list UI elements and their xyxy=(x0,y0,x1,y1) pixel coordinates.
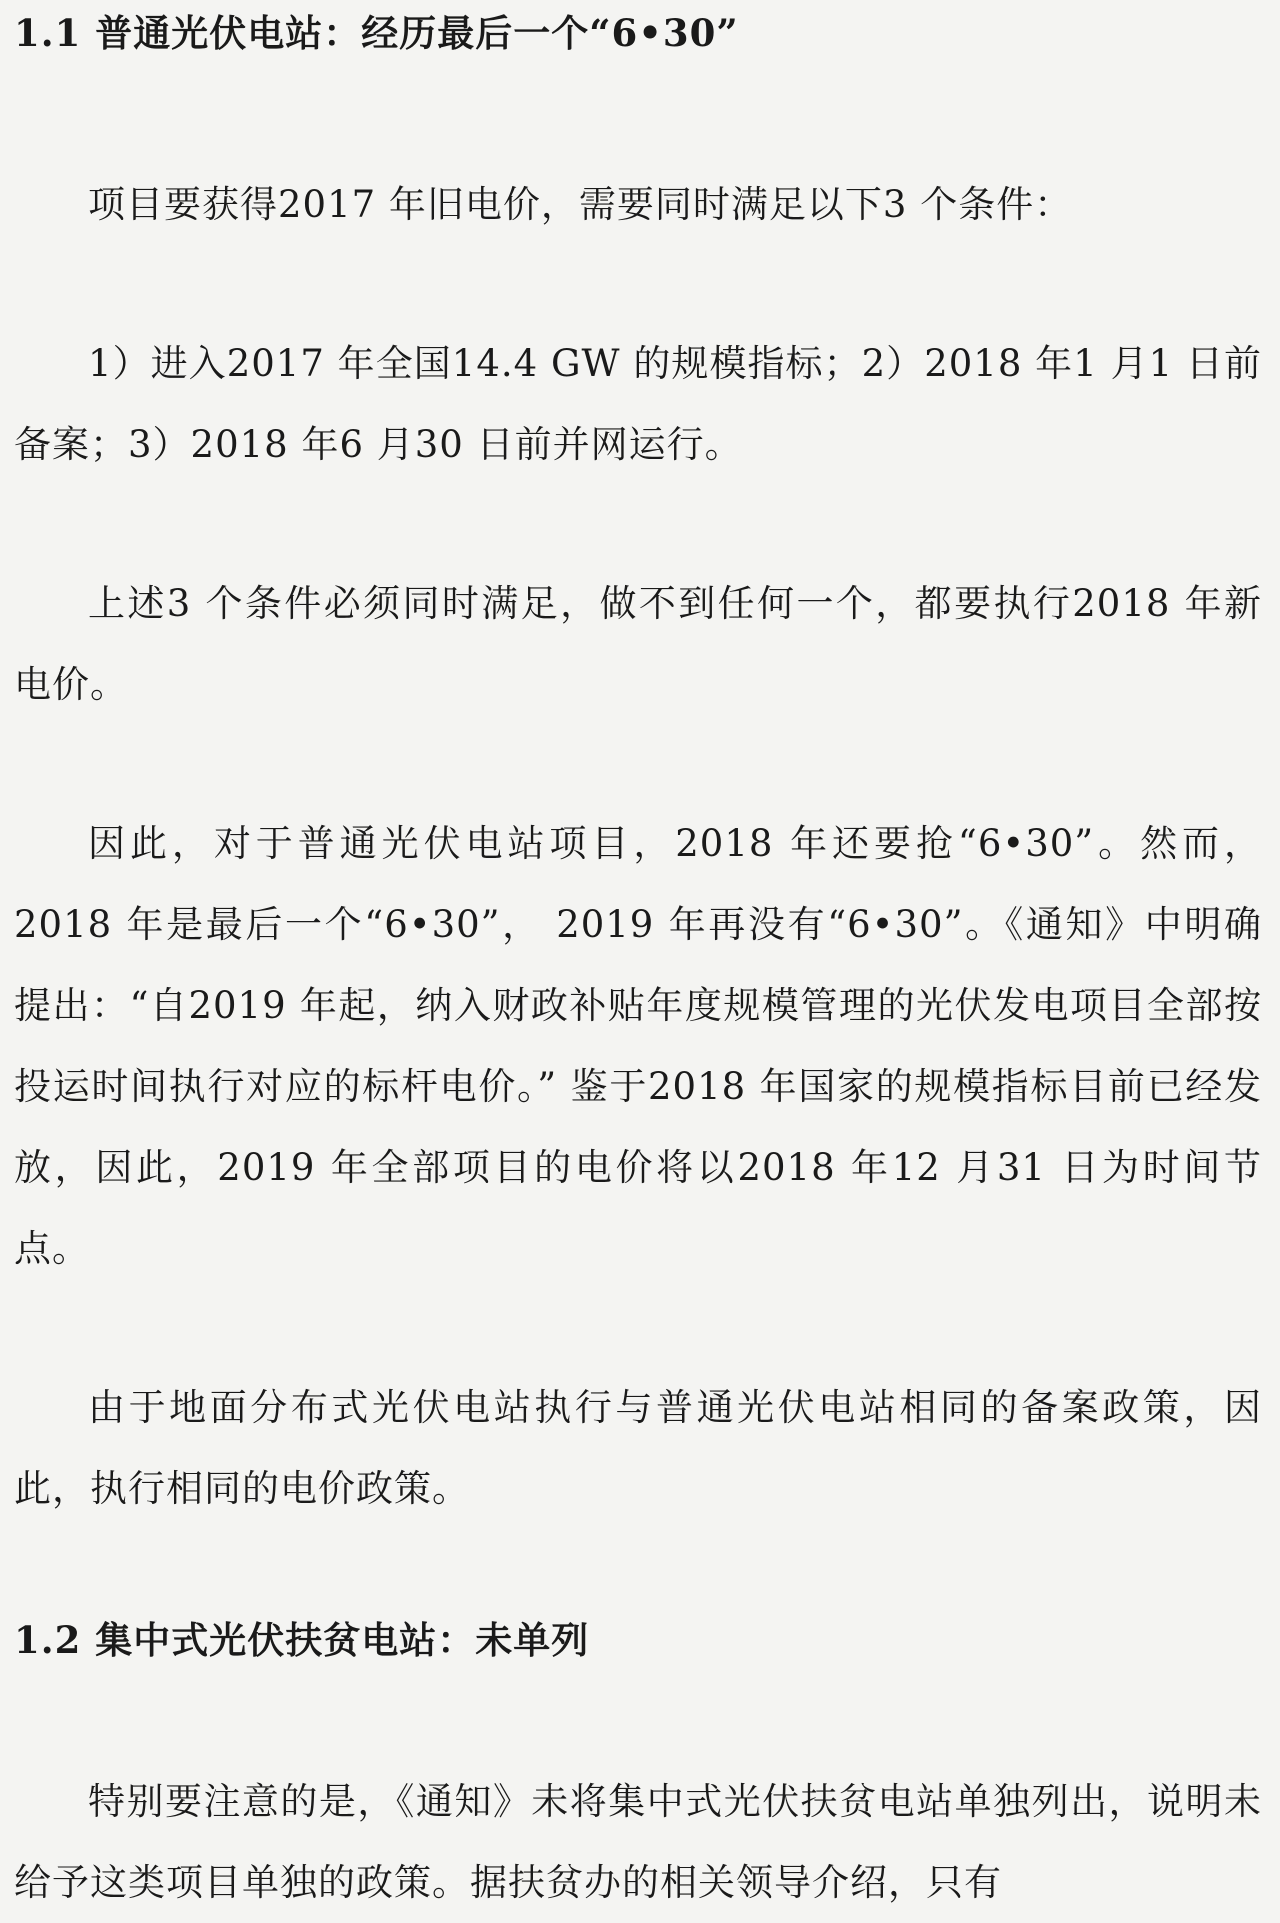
paragraph-conditions-note: 上述3 个条件必须同时满足，做不到任何一个，都要执行2018 年新电价。 xyxy=(14,582,1262,706)
paragraph-ground-distributed: 由于地面分布式光伏电站执行与普通光伏电站相同的备案政策，因此，执行相同的电价政策。 xyxy=(14,1386,1262,1510)
section-heading-1-1: 1.1 普通光伏电站：经历最后一个“6•30” xyxy=(14,11,739,55)
paragraph-630-policy: 因此，对于普通光伏电站项目，2018 年还要抢“6•30”。然而，2018 年是最后一个“6•30”， 2019 年再没有“6•30”。《通知》中明确提出：“自2019 年起，纳入财政补贴年度规模管理的光伏发电项目全部按投运时间执行对应的标杆电价。” 鉴于2018 年国家的规模指标目前已经发放，因此，2019 年全部项目的电价将以2018 年12 月31 日为时间节点。 xyxy=(14,822,1262,1270)
section-heading-1-2: 1.2 集中式光伏扶贫电站：未单列 xyxy=(14,1618,590,1662)
paragraph-conditions-list: 1）进入2017 年全国14.4 GW 的规模指标；2）2018 年1 月1 日前备案；3）2018 年6 月30 日前并网运行。 xyxy=(14,342,1262,466)
paragraph-conditions-intro: 项目要获得2017 年旧电价，需要同时满足以下3 个条件： xyxy=(88,183,1073,226)
paragraph-poverty-alleviation: 特别要注意的是，《通知》未将集中式光伏扶贫电站单独列出，说明未给予这类项目单独的政策。据扶贫办的相关领导介绍，只有 xyxy=(14,1780,1262,1904)
